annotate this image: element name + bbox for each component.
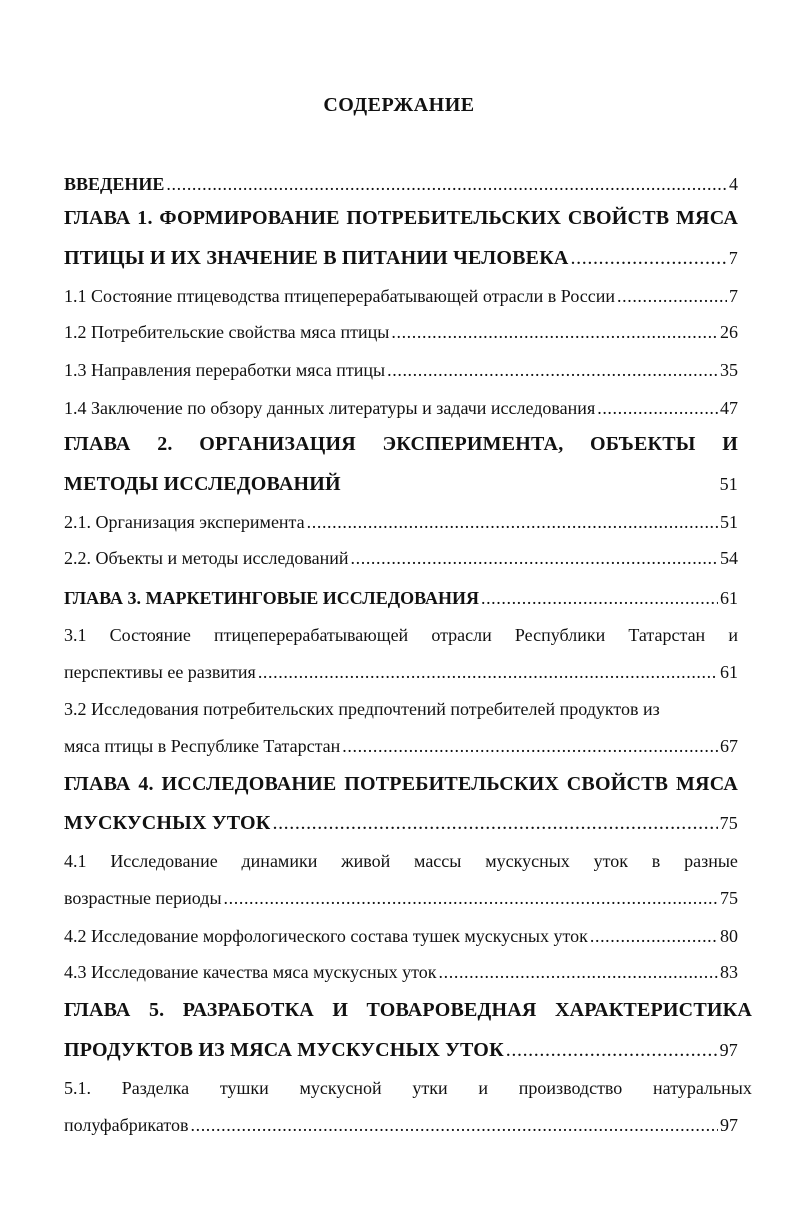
toc-word: ГЛАВА xyxy=(64,999,131,1021)
toc-word: живой xyxy=(341,851,391,871)
toc-word: производство xyxy=(518,1078,623,1098)
toc-word: ТОВАРОВЕДНАЯ xyxy=(366,999,537,1021)
toc-entry-text: МЕТОДЫ ИССЛЕДОВАНИЙ xyxy=(64,473,341,495)
toc-entry-text: ГЛАВА 3. МАРКЕТИНГОВЫЕ ИССЛЕДОВАНИЯ xyxy=(64,588,479,608)
toc-word: ЭКСПЕРИМЕНТА, xyxy=(382,433,564,455)
dot-leader xyxy=(590,924,718,948)
toc-word: мускусных xyxy=(485,851,570,871)
toc-section-3-1-line2[interactable] xyxy=(64,660,738,684)
dot-leader xyxy=(506,1038,718,1062)
toc-word: Татарстан xyxy=(628,625,706,645)
toc-section-3-2-line2[interactable] xyxy=(64,734,738,758)
toc-word: Разделка xyxy=(121,1078,190,1098)
toc-page-number: 7 xyxy=(728,248,738,268)
toc-word: разные xyxy=(684,851,738,871)
dot-leader xyxy=(439,960,718,984)
toc-page-number: 4 xyxy=(729,174,738,194)
toc-word: утки xyxy=(412,1078,448,1098)
toc-chapter-2-line2[interactable] xyxy=(64,472,738,496)
toc-section-4-3[interactable] xyxy=(64,960,738,984)
toc-word: мускусной xyxy=(299,1078,382,1098)
toc-entry-text: мяса птицы в Республике Татарстан xyxy=(64,736,341,756)
dot-leader xyxy=(351,546,718,570)
toc-entry-text: перспективы ее развития xyxy=(64,662,256,682)
dot-leader xyxy=(258,660,718,684)
toc-word: 4. xyxy=(138,773,154,795)
toc-section-1-3[interactable] xyxy=(64,358,738,382)
toc-page-number: 61 xyxy=(720,662,738,682)
toc-word: отрасли xyxy=(431,625,492,645)
toc-word: СВОЙСТВ xyxy=(566,773,669,795)
toc-entry-text: возрастные периоды xyxy=(64,888,222,908)
toc-entry-text: полуфабрикатов xyxy=(64,1115,189,1135)
toc-entry-text: 4.3 Исследование качества мяса мускусных уток xyxy=(64,962,437,982)
toc-word: 3.1 xyxy=(64,625,87,645)
dot-leader xyxy=(391,320,718,344)
toc-chapter-1-line2[interactable] xyxy=(64,246,738,270)
toc-section-2-1[interactable] xyxy=(64,510,738,534)
toc-entry-introduction[interactable] xyxy=(64,172,738,196)
toc-word: динамики xyxy=(241,851,318,871)
toc-word: в xyxy=(651,851,661,871)
dot-leader xyxy=(342,734,718,758)
toc-page-number: 97 xyxy=(720,1115,738,1135)
dot-leader xyxy=(617,284,727,308)
toc-page-number: 83 xyxy=(720,962,738,982)
toc-word: 4.1 xyxy=(64,851,87,871)
toc-word: ОБЪЕКТЫ xyxy=(590,433,696,455)
toc-section-3-1-line1[interactable] xyxy=(64,623,738,647)
toc-chapter-2-line1[interactable] xyxy=(64,432,738,456)
toc-word: И xyxy=(332,999,349,1021)
toc-entry-text: 4.2 Исследование морфологического состава тушек мускусных уток xyxy=(64,926,588,946)
toc-word: Исследование xyxy=(110,851,218,871)
toc-word: ПОТРЕБИТЕЛЬСКИХ xyxy=(346,207,562,229)
toc-page-number: 75 xyxy=(719,813,738,833)
toc-word: ГЛАВА xyxy=(64,433,131,455)
toc-word: РАЗРАБОТКА xyxy=(182,999,314,1021)
dot-leader xyxy=(307,510,718,534)
toc-word: 5.1. xyxy=(64,1078,91,1098)
toc-word: ГЛАВА xyxy=(64,207,131,229)
dot-leader xyxy=(387,358,718,382)
toc-entry-text: 3.2 Исследования потребительских предпочтений потребителей продуктов из xyxy=(64,699,660,719)
toc-word: ПОТРЕБИТЕЛЬСКИХ xyxy=(344,773,559,795)
toc-entry-text: 2.2. Объекты и методы исследований xyxy=(64,548,349,568)
toc-page-number: 7 xyxy=(729,286,738,306)
toc-word: 5. xyxy=(148,999,165,1021)
toc-entry-text: 1.1 Состояние птицеводства птицеперерабатывающей отрасли в России xyxy=(64,286,616,306)
toc-page-number: 80 xyxy=(720,926,738,946)
toc-page-number: 51 xyxy=(720,512,738,532)
toc-word: 1. xyxy=(137,207,153,229)
toc-chapter-3[interactable] xyxy=(64,586,738,610)
toc-section-1-2[interactable] xyxy=(64,320,738,344)
page-title: СОДЕРЖАНИЕ xyxy=(323,94,475,116)
toc-word: птицеперерабатывающей xyxy=(214,625,409,645)
toc-page-number: 26 xyxy=(720,322,738,342)
toc-word: тушки xyxy=(219,1078,269,1098)
toc-section-4-1-line1[interactable] xyxy=(64,849,738,873)
toc-word: Состояние xyxy=(109,625,191,645)
toc-word: массы xyxy=(414,851,462,871)
toc-word: ФОРМИРОВАНИЕ xyxy=(159,207,340,229)
toc-word: СВОЙСТВ xyxy=(567,207,670,229)
toc-entry-text: 2.1. Организация эксперимента xyxy=(64,512,305,532)
dot-leader xyxy=(481,586,718,610)
toc-section-3-2-line1[interactable] xyxy=(64,697,738,721)
toc-chapter-5-line1[interactable] xyxy=(64,998,752,1022)
toc-page-number: 97 xyxy=(719,1040,738,1060)
toc-entry-text: 1.2 Потребительские свойства мяса птицы xyxy=(64,322,390,342)
toc-entry-text: ПТИЦЫ И ИХ ЗНАЧЕНИЕ В ПИТАНИИ ЧЕЛОВЕКА xyxy=(64,247,569,269)
toc-section-4-1-line2[interactable] xyxy=(64,886,738,910)
toc-page-number: 54 xyxy=(720,548,738,568)
toc-word: МЯСА xyxy=(675,207,738,229)
toc-chapter-1-line1[interactable] xyxy=(64,206,738,230)
dot-leader xyxy=(597,396,718,420)
toc-page-number: 47 xyxy=(720,398,738,418)
dot-leader xyxy=(191,1113,719,1137)
toc-word: уток xyxy=(593,851,628,871)
toc-chapter-4-line1[interactable] xyxy=(64,772,738,796)
toc-section-2-2[interactable] xyxy=(64,546,738,570)
toc-word: И xyxy=(722,433,738,455)
toc-section-1-1[interactable] xyxy=(64,284,738,308)
toc-entry-text: 1.4 Заключение по обзору данных литературы и задачи исследования xyxy=(64,398,596,418)
toc-word: Республики xyxy=(514,625,606,645)
toc-entry-text: МУСКУСНЫХ УТОК xyxy=(64,812,271,834)
dot-leader xyxy=(571,246,727,270)
dot-leader xyxy=(166,172,727,196)
toc-entry-text: ВВЕДЕНИЕ xyxy=(64,174,165,194)
toc-word: и xyxy=(728,625,738,645)
toc-entry-text: 1.3 Направления переработки мяса птицы xyxy=(64,360,386,380)
toc-page-number: 51 xyxy=(719,474,738,494)
toc-word: натуральных xyxy=(653,1078,752,1098)
toc-word: МЯСА xyxy=(675,773,738,795)
toc-chapter-4-line2[interactable] xyxy=(64,811,738,835)
toc-word: и xyxy=(478,1078,488,1098)
toc-word: ИССЛЕДОВАНИЕ xyxy=(161,773,337,795)
toc-word: ХАРАКТЕРИСТИКА xyxy=(554,999,752,1021)
toc-section-4-2[interactable] xyxy=(64,924,738,948)
toc-page-number: 61 xyxy=(720,588,738,608)
toc-word: 2. xyxy=(157,433,173,455)
dot-leader xyxy=(224,886,718,910)
toc-entry-text: ПРОДУКТОВ ИЗ МЯСА МУСКУСНЫХ УТОК xyxy=(64,1039,504,1061)
dot-leader xyxy=(272,811,717,835)
toc-section-5-1-line2[interactable] xyxy=(64,1113,738,1137)
toc-section-1-4[interactable] xyxy=(64,396,738,420)
toc-chapter-5-line2[interactable] xyxy=(64,1038,738,1062)
toc-page-number: 35 xyxy=(720,360,738,380)
toc-word: ОРГАНИЗАЦИЯ xyxy=(199,433,356,455)
toc-word: ГЛАВА xyxy=(64,773,131,795)
toc-page-number: 75 xyxy=(720,888,738,908)
toc-page-number: 67 xyxy=(720,736,738,756)
toc-section-5-1-line1[interactable] xyxy=(64,1076,752,1100)
